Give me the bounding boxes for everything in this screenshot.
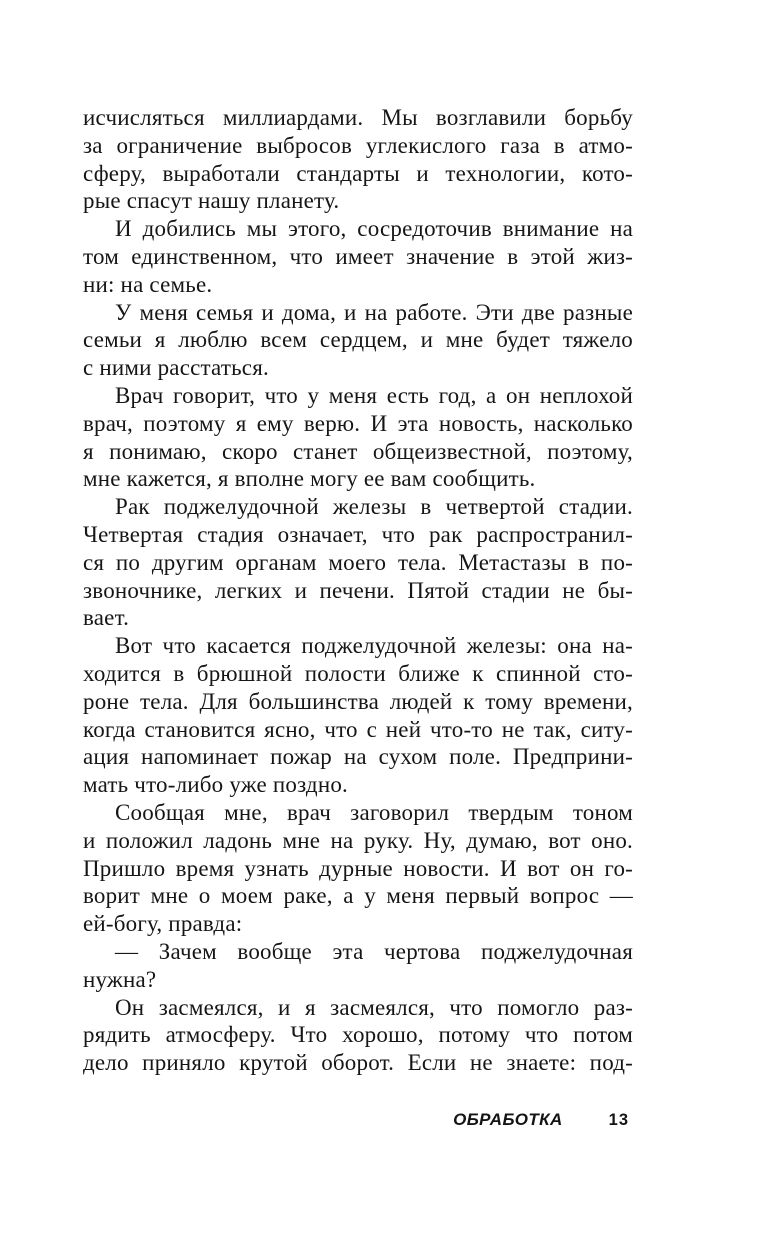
text-line: и положил ладонь мне на руку. Ну, думаю, вот оно.	[83, 827, 633, 853]
text-line: Четвертая стадия означает, что рак распространил-	[83, 521, 633, 547]
text-line: звоночнике, легких и печени. Пятой стадии не бы-	[83, 577, 633, 603]
paragraph	[83, 104, 633, 215]
text-line: исчисляться миллиардами. Мы возглавили борьбу	[83, 105, 633, 130]
text-line: У меня семья и дома, и на работе. Эти две разные	[115, 299, 633, 325]
paragraph	[83, 382, 633, 493]
text-line: ей-богу, правда:	[83, 911, 243, 937]
text-line: ходится в брюшной полости ближе к спинной сто-	[83, 660, 633, 686]
text-line: дело приняло крутой оборот. Если не знаете: под-	[83, 1050, 633, 1076]
running-title: ОБРАБОТКА	[453, 1110, 563, 1129]
text-line: вает.	[83, 605, 130, 631]
text-line: Врач говорит, что у меня есть год, а он неплохой	[115, 382, 633, 408]
text-line: том единственном, что имеет значение в этой жиз-	[83, 243, 633, 269]
text-line: Сообщая мне, врач заговорил твердым тоном	[115, 799, 633, 825]
text-line: И добились мы этого, сосредоточив внимание на	[115, 216, 633, 242]
text-line: ация напоминает пожар на сухом поле. Предприни-	[83, 744, 633, 770]
paragraph	[83, 215, 633, 298]
text-line: Он засмеялся, и я засмеялся, что помогло раз-	[115, 994, 633, 1020]
text-line: за ограничение выбросов углекислого газа в атмо-	[83, 132, 633, 158]
text-line: с ними расстаться.	[83, 355, 269, 381]
text-line: мать что-либо уже поздно.	[83, 772, 348, 798]
text-line: Рак поджелудочной железы в четвертой стадии.	[115, 494, 633, 520]
text-line: рядить атмосферу. Что хорошо, потому что потом	[83, 1022, 633, 1048]
text-line: ворит мне о моем раке, а у меня первый вопрос —	[83, 883, 633, 909]
paragraph	[83, 299, 633, 382]
text-line: когда становится ясно, что с ней что-то не так, ситу-	[83, 716, 633, 742]
text-line: ся по другим органам моего тела. Метастазы в по-	[83, 549, 633, 575]
text-line: нужна?	[83, 966, 157, 992]
page-number: 13	[608, 1111, 629, 1129]
text-line: врач, поэтому я ему верю. И эта новость, насколько	[83, 410, 633, 436]
text-line: сферу, выработали стандарты и технологии, кото-	[83, 160, 633, 186]
text-line: Пришло время узнать дурные новости. И вот он го-	[83, 855, 633, 881]
text-line: ни: на семье.	[83, 271, 213, 297]
body-text	[83, 104, 633, 1077]
page-footer	[83, 1110, 633, 1130]
text-line: семьи я люблю всем сердцем, и мне будет тяжело	[83, 327, 633, 353]
paragraph	[83, 994, 633, 1077]
paragraph	[83, 493, 633, 632]
text-line: мне кажется, я вполне могу ее вам сообщить.	[83, 466, 536, 492]
paragraph	[83, 632, 633, 799]
text-line: — Зачем вообще эта чертова поджелудочная	[115, 938, 633, 964]
text-line: рые спасут нашу планету.	[83, 188, 340, 214]
paragraph	[83, 799, 633, 938]
text-line: Вот что касается поджелудочной железы: она на-	[115, 633, 633, 659]
text-line: я понимаю, скоро станет общеизвестной, поэтому,	[83, 438, 633, 464]
text-line: роне тела. Для большинства людей к тому времени,	[83, 688, 633, 714]
paragraph	[83, 938, 633, 994]
